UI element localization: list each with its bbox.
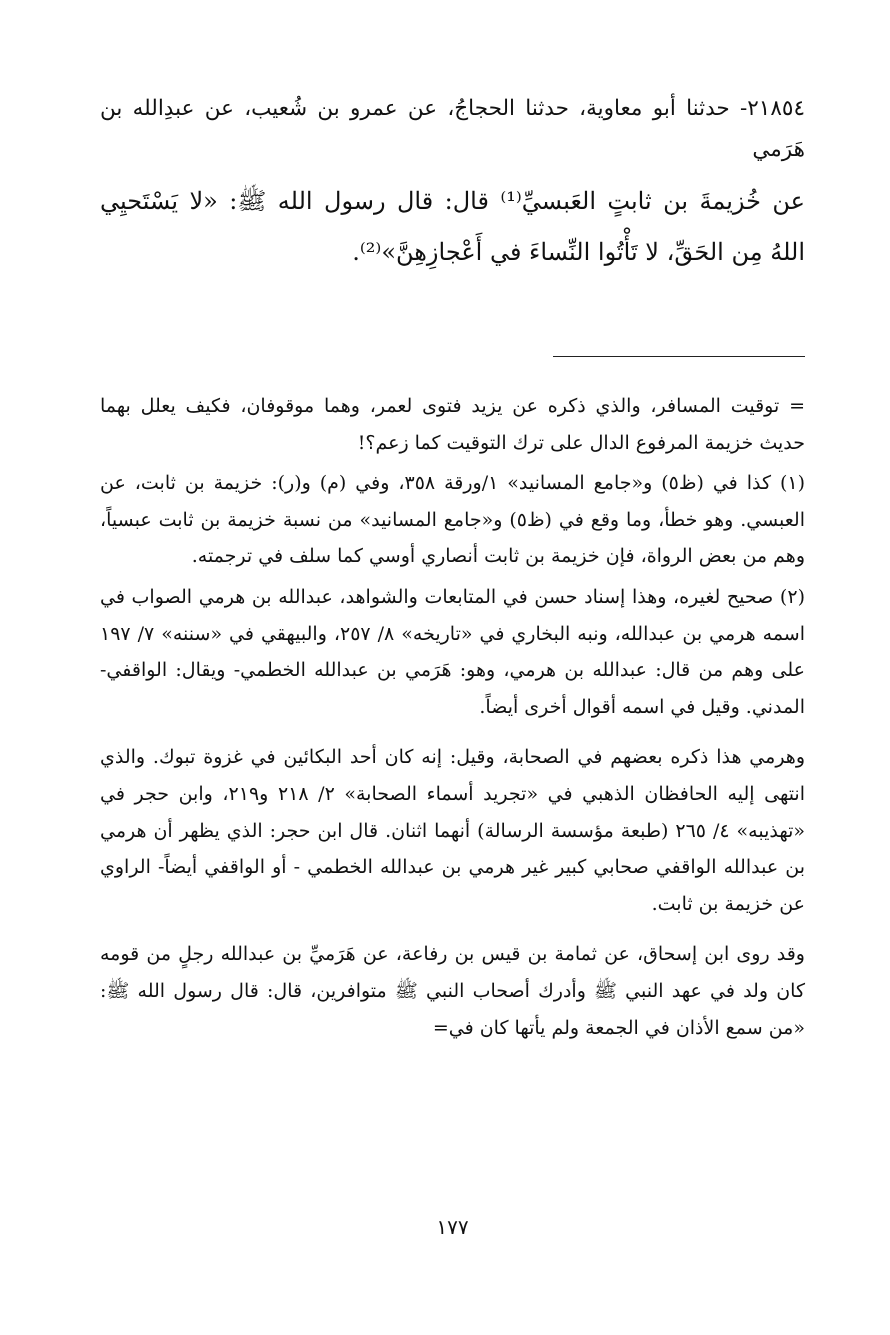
footnote-1: (١) كذا في (ظ٥) و«جامع المسانيد» ١/ورقة ٣٥٨، وفي (م) و(ر): خزيمة بن ثابت، عن العبسي. وهو خطأ، وما وقع في (ظ٥) و«جامع المسانيد» من نسبة خزيمة بن ثابت عبسياً، وهم من بعض الرواة، فإن خزيمة بن ثابت أنصاري أوسي كما سلف في ترجمته. xyxy=(100,472,805,568)
footnote-separator xyxy=(553,356,805,357)
footnote-2: (٢) صحيح لغيره، وهذا إسناد حسن في المتابعات والشواهد، عبدالله بن هرمي الصواب في اسمه هرمي بن عبدالله، ونبه البخاري في «تاريخه» ٨/ ٢٥٧، والبيهقي في «سننه» ٧/ ١٩٧ على وهم من قال: عبدالله بن هرمي، وهو: هَرَمي بن عبدالله الخطمي- ويقال: الواقفي- المدني. وقيل في اسمه أقوال أخرى أيضاً. xyxy=(100,585,806,718)
book-page xyxy=(100,88,805,1258)
page-number: ١٧٧ xyxy=(436,1215,469,1239)
hadith-matn: عن خُزيمةَ بن ثابتٍ العَبسيِّ⁽¹⁾ قال: قال رسول الله ﷺ: «لا يَسْتَحيِي اللهُ مِن الحَقِّ، لا تَأْتُوا النِّساءَ في أَعْجازِهِنَّ»⁽²⁾. xyxy=(100,187,805,266)
footnote-2-paragraph-2: وهرمي هذا ذكره بعضهم في الصحابة، وقيل: إنه كان أحد البكائين في غزوة تبوك. والذي انتهى إليه الحافظان الذهبي في «تجريد أسماء الصحابة» ٢/ ٢١٨ و٢١٩، وابن حجر في «تهذيبه» ٤/ ٢٦٥ (طبعة مؤسسة الرسالة) أنهما اثنان. قال ابن حجر: الذي يظهر أن هرمي بن عبدالله الواقفي صحابي كبير غير هرمي بن عبدالله الخطمي - أو الواقفي أيضاً- الراوي عن خزيمة بن ثابت. xyxy=(100,746,806,915)
hadith-isnad: ٢١٨٥٤- حدثنا أبو معاوية، حدثنا الحجاجُ، عن عمرو بن شُعيب، عن عبدِالله بن هَرَمي xyxy=(100,96,805,162)
footnote-continuation: = توقيت المسافر، والذي ذكره عن يزيد فتوى لعمر، وهما موقوفان، فكيف يعلل بهما حديث خزيمة المرفوع الدال على ترك التوقيت كما زعم؟! xyxy=(100,395,805,454)
footnote-2-paragraph-3: وقد روى ابن إسحاق، عن ثمامة بن قيس بن رفاعة، عن هَرَميِّ بن عبدالله رجلٍ من قومه كان ولد في عهد النبي ﷺ وأدرك أصحاب النبي ﷺ متوافرين، قال: قال رسول الله ﷺ: «من سمع الأذان في الجمعة ولم يأتها كان في= xyxy=(100,943,805,1039)
footnotes xyxy=(100,388,805,1050)
